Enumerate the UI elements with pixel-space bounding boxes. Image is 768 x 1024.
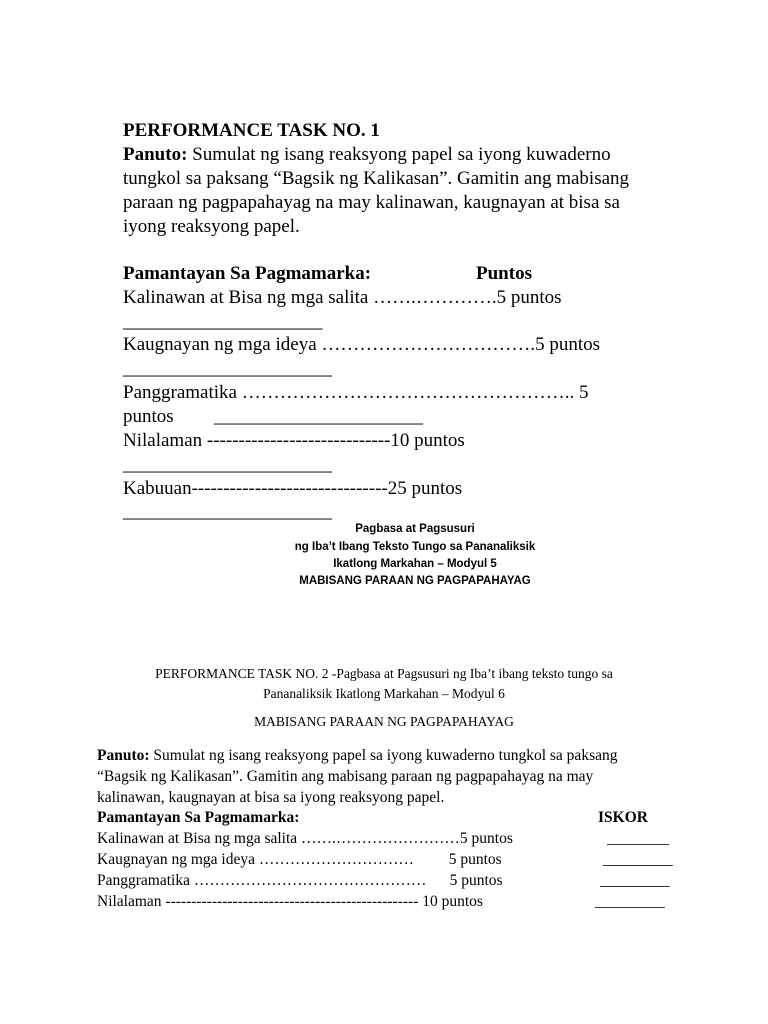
task2-instructions-label: Panuto: (97, 747, 150, 764)
task2-rubric-row: Kaugnayan ng mga ideya ………………………… 5 puntos (97, 851, 502, 868)
task2-instructions-line-3: kalinawan, kaugnayan at bisa sa iyong reaksyong papel. (97, 789, 445, 806)
task2-score-blank: _________ (595, 893, 665, 910)
task1-instructions-line-2: tungkol sa paksang “Bagsik ng Kalikasan”. Gamitin ang mabisang (123, 168, 630, 189)
module-footer-line: Ikatlong Markahan – Modyul 5 (333, 558, 497, 570)
task1-blank-line: ______________________ (123, 454, 332, 475)
task1-instructions-line-4: iyong reaksyong papel. (123, 216, 300, 237)
task2-score-blank: _________ (603, 851, 673, 868)
task1-rubric-line: Nilalaman -----------------------------10 puntos (123, 430, 465, 451)
task2-rubric-row: Kalinawan at Bisa ng mga salita …….……………………5 puntos (97, 830, 513, 847)
task1-blank-line: _____________________ (123, 311, 323, 332)
task1-blank-line: ______________________ (123, 358, 332, 379)
task2-score-blank: ________ (607, 830, 669, 847)
task1-rubric-line-wrap: puntos (123, 406, 174, 427)
task1-instructions-label: Panuto: (123, 144, 188, 165)
task1-title: PERFORMANCE TASK NO. 1 (123, 120, 380, 141)
task2-subtitle: MABISANG PARAAN NG PAGPAPAHAYAG (254, 714, 514, 729)
task1-rubric-line: Kalinawan at Bisa ng mga salita …….………….5 puntos (123, 287, 562, 308)
task2-rubric-row: Nilalaman ------------------------------------------------- 10 puntos (97, 893, 483, 910)
task2-instructions-line-2: “Bagsik ng Kalikasan”. Gamitin ang mabisang paraan ng pagpapahayag na may (97, 768, 594, 785)
task1-rubric-line: Kaugnayan ng mga ideya …………………………….5 puntos (123, 334, 601, 355)
task1-blank-line: ______________________ (123, 501, 332, 522)
task1-instructions-line-1 (123, 143, 611, 167)
task2-rubric-row: Panggramatika ……………………………………… 5 puntos (97, 872, 503, 889)
task2-title-line-2: Pananaliksik Ikatlong Markahan – Modyul 6 (263, 686, 505, 701)
module-footer-line: MABISANG PARAAN NG PAGPAPAHAYAG (299, 575, 531, 587)
task2-instructions-text-1: Sumulat ng isang reaksyong papel sa iyong kuwaderno tungkol sa paksang (149, 747, 618, 764)
task2-title-line-1: PERFORMANCE TASK NO. 2 -Pagbasa at Pagsusuri ng Iba’t ibang teksto tungo sa (155, 666, 613, 681)
task1-rubric-line: Panggramatika …………………………………………….. 5 (123, 382, 589, 403)
task1-points-header: Puntos (476, 263, 532, 284)
task2-instructions-line-1 (97, 746, 617, 766)
task1-blank-line: ______________________ (214, 406, 423, 427)
task1-instructions-line-3: paraan ng pagpapahayag na may kalinawan, kaugnayan at bisa sa (123, 192, 620, 213)
module-footer-line: Pagbasa at Pagsusuri (355, 523, 475, 535)
task1-total-line: Kabuuan-------------------------------25 puntos (123, 478, 463, 499)
task1-rubric-header: Pamantayan Sa Pagmamarka: (123, 263, 372, 284)
task2-rubric-header: Pamantayan Sa Pagmamarka: (97, 809, 300, 826)
task1-instructions-text-1: Sumulat ng isang reaksyong papel sa iyong kuwaderno (187, 144, 611, 165)
task2-score-header: ISKOR (598, 809, 648, 826)
task2-score-blank: _________ (600, 872, 670, 889)
module-footer-line: ng Iba’t Ibang Teksto Tungo sa Pananaliksik (294, 541, 536, 553)
